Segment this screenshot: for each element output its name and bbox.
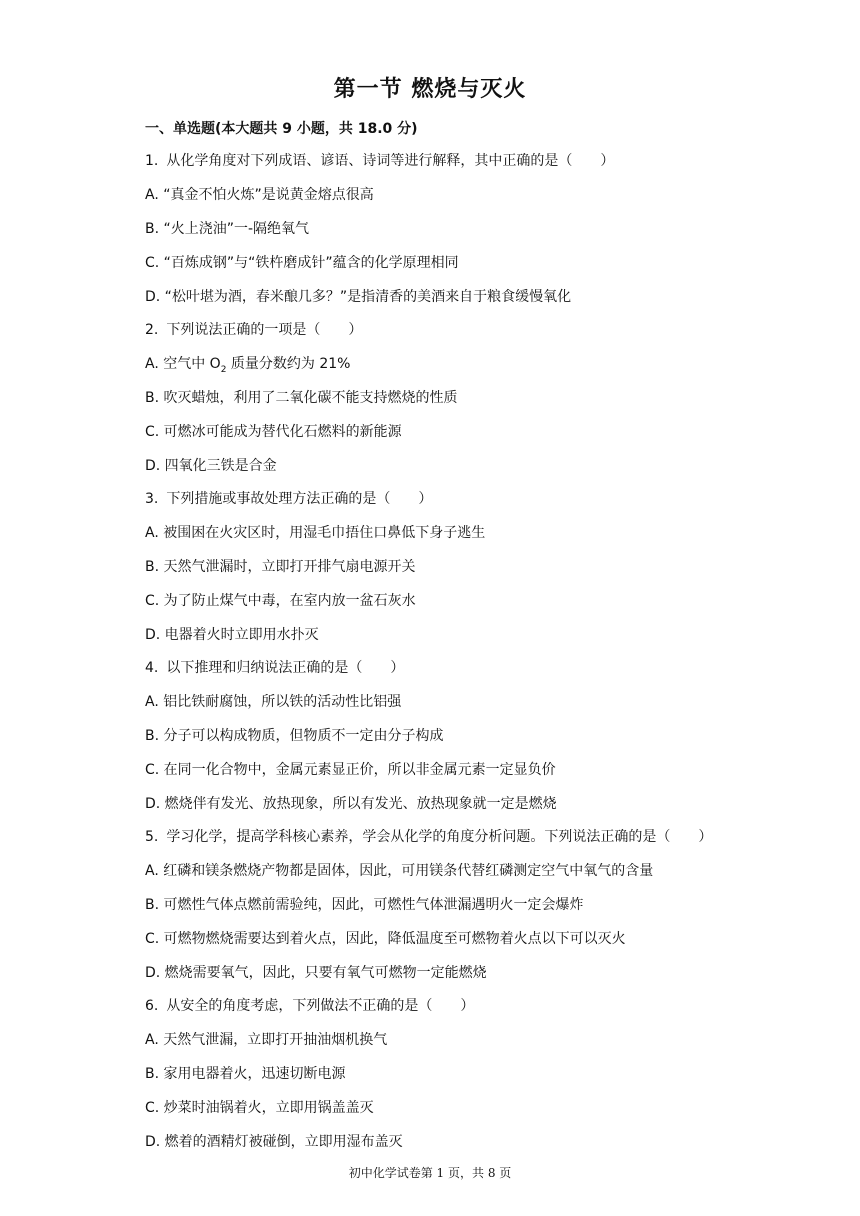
question-number: 1. xyxy=(145,153,159,169)
question-number: 2. xyxy=(145,322,159,338)
section-header: 一、单选题(本大题共 9 小题，共 18.0 分) xyxy=(145,121,418,137)
question-3-option-a: A. 被围困在火灾区时，用湿毛巾捂住口鼻低下身子逃生 xyxy=(145,525,486,541)
page-footer: 初中化学试卷第 1 页，共 8 页 xyxy=(348,1166,512,1180)
question-5-stem xyxy=(145,828,712,846)
question-number: 6. xyxy=(145,998,159,1014)
question-text: 从安全的角度考虑，下列做法不正确的是（ ） xyxy=(166,998,475,1014)
question-3-option-d: D. 电器着火时立即用水扑灭 xyxy=(145,627,319,643)
question-3-stem xyxy=(145,490,432,508)
question-2-option-d: D. 四氧化三铁是合金 xyxy=(145,458,277,474)
subscript-2: 2 xyxy=(220,364,227,375)
question-4-option-a: A. 铝比铁耐腐蚀，所以铁的活动性比铝强 xyxy=(145,694,402,710)
question-6-option-d: D. 燃着的酒精灯被碰倒，立即用湿布盖灭 xyxy=(145,1134,403,1150)
question-4-option-b: B. 分子可以构成物质，但物质不一定由分子构成 xyxy=(145,728,444,744)
question-2-option-a xyxy=(145,355,350,379)
question-number: 4. xyxy=(145,660,159,676)
question-5-option-d: D. 燃烧需要氧气，因此，只要有氧气可燃物一定能燃烧 xyxy=(145,965,487,981)
question-6-stem xyxy=(145,997,474,1015)
question-5-option-a: A. 红磷和镁条燃烧产物都是固体，因此，可用镁条代替红磷测定空气中氧气的含量 xyxy=(145,863,654,879)
question-6-option-c: C. 炒菜时油锅着火，立即用锅盖盖灭 xyxy=(145,1100,374,1116)
question-number: 5. xyxy=(145,829,159,845)
question-text: 下列措施或事故处理方法正确的是（ ） xyxy=(166,491,433,507)
question-5-option-b: B. 可燃性气体点燃前需验纯，因此，可燃性气体泄漏遇明火一定会爆炸 xyxy=(145,897,584,913)
question-5-option-c: C. 可燃物燃烧需要达到着火点，因此，降低温度至可燃物着火点以下可以灭火 xyxy=(145,931,626,947)
question-text: 学习化学，提高学科核心素养，学会从化学的角度分析问题。下列说法正确的是（ ） xyxy=(166,829,713,845)
question-text: 从化学角度对下列成语、谚语、诗词等进行解释，其中正确的是（ ） xyxy=(166,153,615,169)
option-a-tail: 质量分数约为 21% xyxy=(226,356,351,372)
question-6-option-a: A. 天然气泄漏，立即打开抽油烟机换气 xyxy=(145,1032,388,1048)
question-6-option-b: B. 家用电器着火，迅速切断电源 xyxy=(145,1066,346,1082)
question-4-option-c: C. 在同一化合物中，金属元素显正价，所以非金属元素一定显负价 xyxy=(145,762,556,778)
question-2-stem xyxy=(145,321,362,339)
question-text: 下列说法正确的一项是（ ） xyxy=(166,322,363,338)
question-3-option-c: C. 为了防止煤气中毒，在室内放一盆石灰水 xyxy=(145,593,416,609)
question-1-option-d: D. “松叶堪为酒，春米酿几多？”是指清香的美酒来自于粮食缓慢氧化 xyxy=(145,289,572,305)
question-1-option-b: B. “火上浇油”一-隔绝氧气 xyxy=(145,221,310,237)
question-2-option-c: C. 可燃冰可能成为替代化石燃料的新能源 xyxy=(145,424,402,440)
question-number: 3. xyxy=(145,491,159,507)
question-text: 以下推理和归纳说法正确的是（ ） xyxy=(166,660,405,676)
question-1-option-a: A. “真金不怕火炼”是说黄金熔点很高 xyxy=(145,187,374,203)
document-title: 第一节 燃烧与灭火 xyxy=(333,77,527,102)
question-4-stem xyxy=(145,659,404,677)
question-3-option-b: B. 天然气泄漏时，立即打开排气扇电源开关 xyxy=(145,559,416,575)
question-4-option-d: D. 燃烧伴有发光、放热现象，所以有发光、放热现象就一定是燃烧 xyxy=(145,796,557,812)
question-2-option-b: B. 吹灭蜡烛，利用了二氧化碳不能支持燃烧的性质 xyxy=(145,390,458,406)
question-1-stem xyxy=(145,152,614,170)
option-a-text: A. 空气中 O xyxy=(145,356,221,372)
question-1-option-c: C. “百炼成钢”与“铁杵磨成针”蕴含的化学原理相同 xyxy=(145,255,459,271)
